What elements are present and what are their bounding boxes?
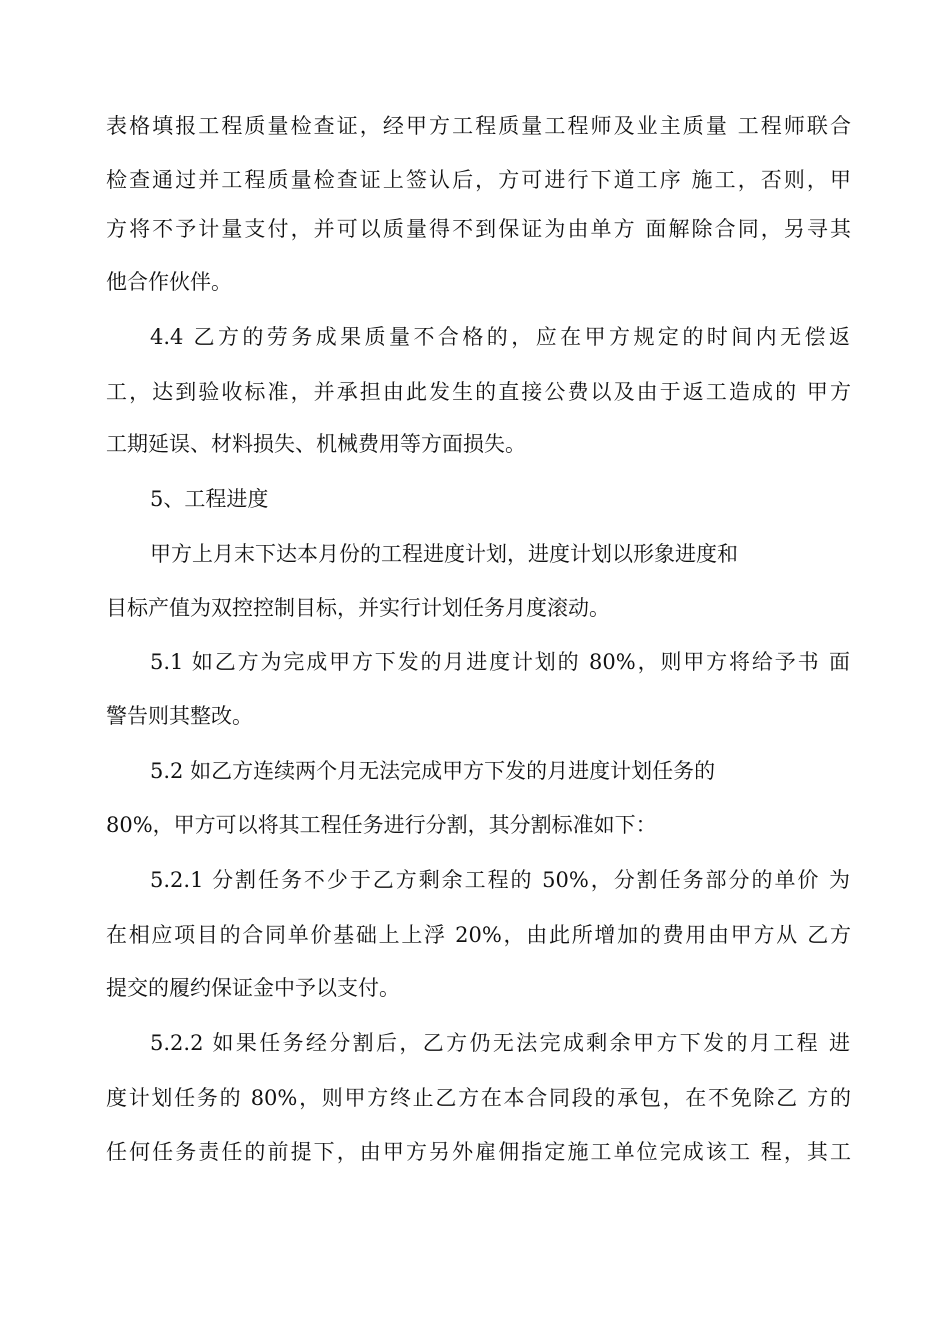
paragraph-line: 5.1 如乙方为完成甲方下发的月进度计划的 80%，则甲方将给予书 面 bbox=[150, 650, 850, 674]
paragraph-line: 80%，甲方可以将其工程任务进行分割，其分割标准如下： bbox=[106, 813, 657, 837]
paragraph-line: 4.4 乙方的劳务成果质量不合格的，应在甲方规定的时间内无偿返 bbox=[150, 325, 850, 349]
paragraph-line: 他合作伙伴。 bbox=[106, 270, 232, 294]
paragraph-line: 工，达到验收标准，并承担由此发生的直接公费以及由于返工造成的 甲方 bbox=[106, 380, 851, 404]
paragraph-line: 方将不予计量支付，并可以质量得不到保证为由单方 面解除合同，另寻其 bbox=[106, 217, 851, 241]
paragraph-line: 在相应项目的合同单价基础上上浮 20%，由此所增加的费用由甲方从 乙方 bbox=[106, 923, 851, 947]
paragraph-line: 度计划任务的 80%，则甲方终止乙方在本合同段的承包，在不免除乙 方的 bbox=[106, 1086, 851, 1110]
paragraph-line: 任何任务责任的前提下，由甲方另外雇佣指定施工单位完成该工 程，其工 bbox=[106, 1140, 851, 1164]
paragraph-line: 目标产值为双控控制目标，并实行计划任务月度滚动。 bbox=[106, 596, 610, 620]
paragraph-line: 检查通过并工程质量检查证上签认后，方可进行下道工序 施工，否则，甲 bbox=[106, 168, 851, 192]
paragraph-line: 警告则其整改。 bbox=[106, 704, 253, 728]
paragraph-line: 5.2.1 分割任务不少于乙方剩余工程的 50%，分割任务部分的单价 为 bbox=[150, 868, 850, 892]
paragraph-line: 甲方上月末下达本月份的工程进度计划，进度计划以形象进度和 bbox=[150, 542, 738, 566]
paragraph-line: 5.2 如乙方连续两个月无法完成甲方下发的月进度计划任务的 bbox=[150, 759, 716, 783]
paragraph-line: 5.2.2 如果任务经分割后，乙方仍无法完成剩余甲方下发的月工程 进 bbox=[150, 1031, 850, 1055]
paragraph-line: 表格填报工程质量检查证，经甲方工程质量工程师及业主质量 工程师联合 bbox=[106, 114, 851, 138]
paragraph-line: 提交的履约保证金中予以支付。 bbox=[106, 976, 400, 1000]
section-heading: 5、工程进度 bbox=[150, 487, 269, 511]
paragraph-line: 工期延误、材料损失、机械费用等方面损失。 bbox=[106, 432, 526, 456]
